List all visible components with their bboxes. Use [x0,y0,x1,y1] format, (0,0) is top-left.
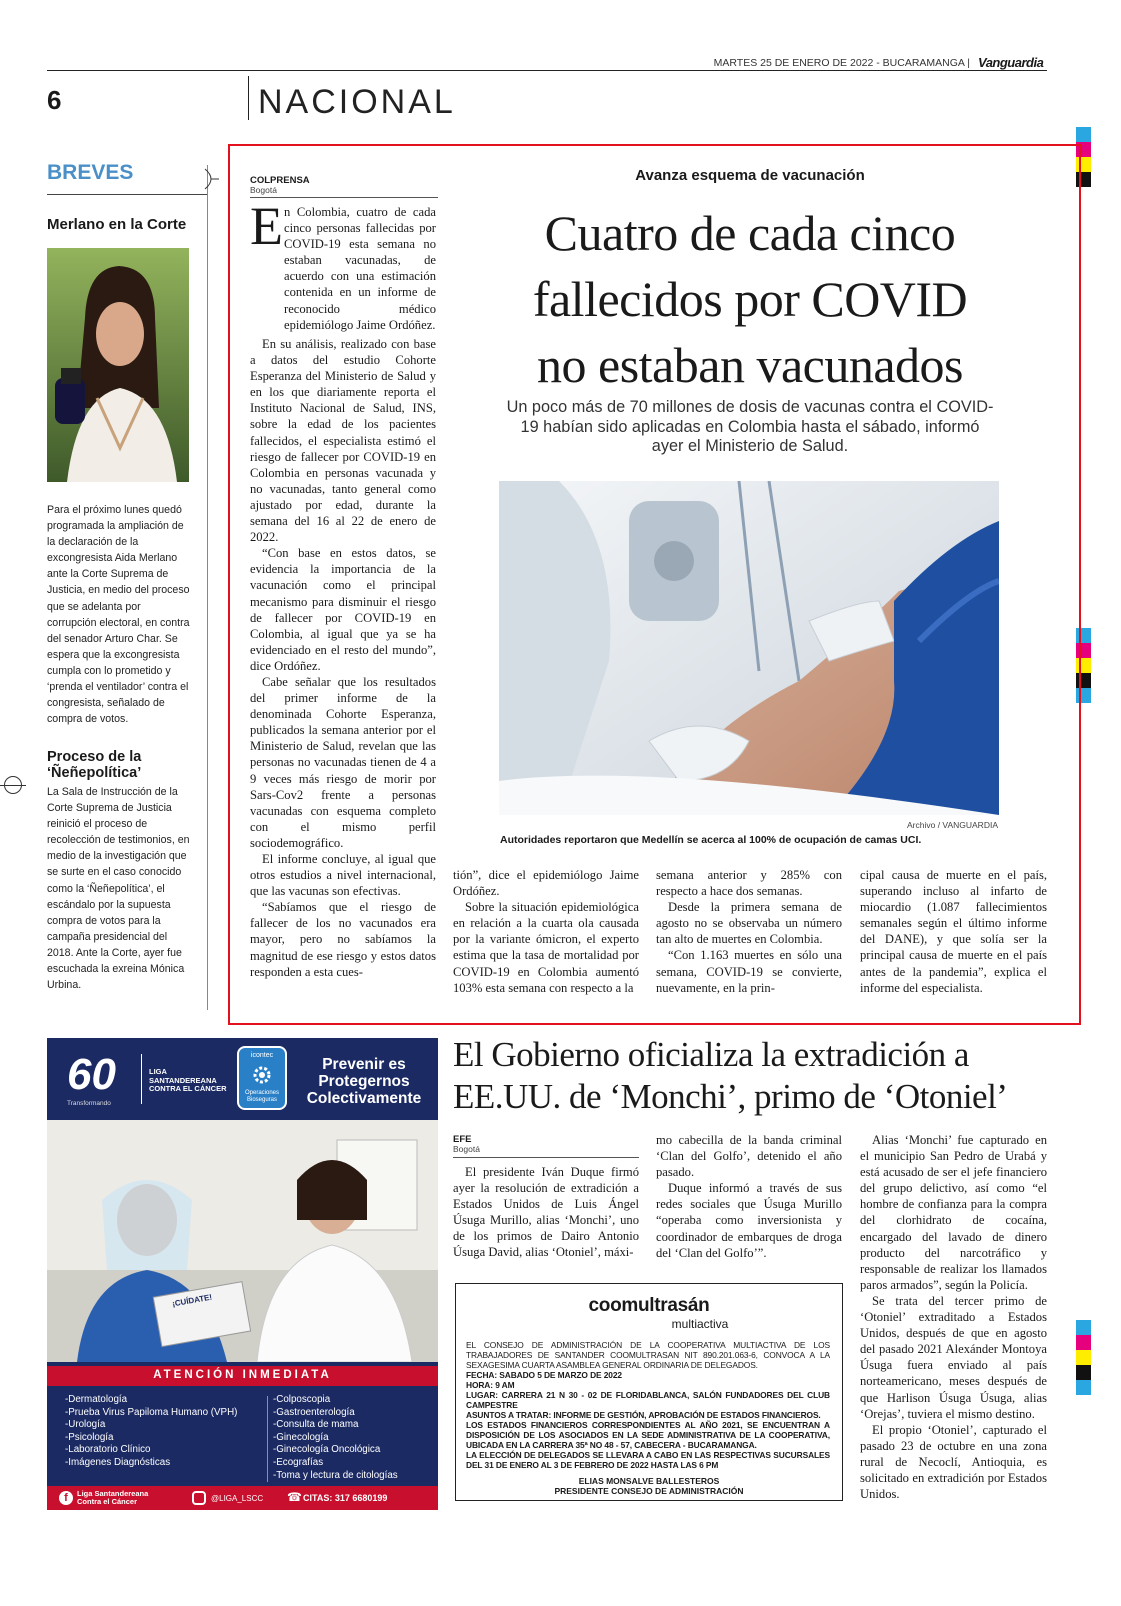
instagram-icon [192,1491,206,1505]
coop-logo: coomultrasán [588,1295,710,1316]
lead-column-1-cont: En su análisis, realizado con base a datos del estudio Cohorte Esperanza del Ministerio de Salud y en los que diariamente reporta el Instituto Nacional de Salud, INS, sobre la edad de los pacientes fallecidos, el especialista estimó el riesgo de fallecer por COVID-19 en Colombia en personas vacunada y no vacunadas, tanto general como ajustado por edad, durante la semana del 16 al 22 de enero de 2022. “Con base en estos datos, se evidencia la importancia de la vacunación como el principal mecanismo para disminuir el riesgo de fallecer por COVID-19 en Colombia, al igual que ya se ha evidenciado en el resto del mundo”, dice Ordóñez. Cabe señalar que los resultados del primer informe de la denominada Cohorte Esperanza, publicados la semana anterior por el Ministerio de Salud, revelan que las personas no vacunadas tienen de 4 a 9 veces más riesgo de morir por Sars-Cov2 frente a personas vacunadas con esquema completo con el mismo perfil sociodemográfico. El informe concluye, al igual que otros estudios a nivel internacional, que las vacunas son efectivas. “Sabíamos que el riesgo de fallecer de los no vacunados era mayor, pero no sabíamos la magnitud de ese riesgo y estos datos responden a esta cues- [250,337,436,979]
lead-kicker: Avanza esquema de vacunación [635,167,865,184]
coop-logo-sub: multiactiva [671,1317,729,1331]
lead-column-4: cipal causa de muerte en el país, superando incluso al infarto de miocardio (1.087 fallecimientos semanales según el último informe del DANE), y que solía ser la principal causa de muerte en el país antes de la pandemia”, explica el informe del especialista. [860,868,1047,995]
ad-divider [141,1054,142,1104]
page-number: 6 [47,85,62,115]
ad-brochure-text: ¡CUÍDATE! [171,1292,213,1309]
second-column-1: El presidente Iván Duque firmó ayer la resolución de extradición a Estados Unidos de Luis Ángel Úsuga Murillo, alias ‘Monchi’, uno de los primos de Dairo Antonio Úsuga David, alias ‘Otoniel’, máxi- [453,1165,639,1260]
second-byline: EFE [453,1134,472,1145]
ad-anniversary: 60 [67,1050,116,1099]
second-column-3: Alias ‘Monchi’ fue capturado en el municipio San Pedro de Urabá y está acusado de ser el jefe financiero del grupo delictivo, así como “el hombre de confianza para la compra del clorhidrato de cocaína, encargado del lavado de dinero producto del narcotráfico y responsable de realizar los llamados paros armados”, según la Policía. Se trata del tercer primo de ‘Otoniel’ extraditado a Estados Unidos, después de que en agosto del pasado 2021 Alexánder Montoya Úsuga fuera enviado al país norteamericano, meses después de que Harlison Úsuga Úsuga, alias ‘Orejas’, tuviera el mismo destino. El propio ‘Otoniel’, capturado el pasado 23 de octubre en una zona rural de Necoclí, Antioquia, es solicitado en extradición por Estados Unidos. [860,1133,1047,1502]
phone-icon: ☎ [287,1490,302,1504]
lead-column-1: n Colombia, cuatro de cada cinco personas fallecidas por COVID-19 esta semana no estaban vacunadas, de acuerdo con una estimación contenida en un informe de reconocido médico epidemiólogo Jaime Ordóñez. [284,205,436,332]
lead-photo [499,481,999,815]
ad-org-name: LIGA SANTANDEREANA CONTRA EL CÁNCER [149,1067,227,1093]
breves-label: BREVES [47,161,134,184]
lead-column-2: tión”, dice el epidemiólogo Jaime Ordóñez. Sobre la situación epidemiológica en relación a la cuarta ola causada por la variante ómicron, el experto estima que la tasa de mortalidad por COVID-19 en Colombia aumentó 103% esta semana con respecto a la [453,868,639,995]
coop-signer-role: PRESIDENTE CONSEJO DE ADMINISTRACIÓN [554,1486,744,1496]
ad-footer-fb: Liga Santandereana Contra el Cáncer [77,1489,149,1506]
brand-logo: Vanguardia [978,55,1044,70]
ad-ops: Operaciones Bioseguras [244,1090,280,1103]
section-divider [248,76,249,120]
breves-item1-text: Para el próximo lunes quedó programada la ampliación de la declaración de la excongresista Aida Merlano ante la Corte Suprema de Justicia, en medio del proceso que se adelanta por corrupción electoral, en contra del senador Arturo Char. Se espera que la excongresista cumpla con lo prometido y ‘prenda el ventilador’ contra el congresista, señalado de compra de votos. [47,504,190,726]
ad-photo [47,1120,438,1362]
ad-services-divider [267,1396,268,1482]
second-headline: El Gobierno oficializa la extradición a EE.UU. de ‘Monchi’, primo de ‘Otoniel’ [453,1035,1008,1116]
photo-credit: Archivo / VANGUARDIA [906,820,998,830]
lead-city: Bogotá [250,185,277,195]
section-title: NACIONAL [258,83,456,121]
ad-icontec: icontec [250,1052,274,1059]
second-city: Bogotá [453,1144,480,1154]
ad-attention: ATENCIÓN INMEDIATA [153,1369,332,1381]
coop-body: EL CONSEJO DE ADMINISTRACIÓN DE LA COOPERATIVA MULTIACTIVA DE LOS TRABAJADORES DE SANTANDER COOMULTRASAN NIT 890.201.063-6, CONVOCA A LA SEXAGESIMA CUARTA ASAMBLEA GENERAL ORDINARIA DE DELEGADOS. FECHA: SABADO 5 DE MARZO DE 2022 HORA: 9 AM LUGAR: CARRERA 21 N 30 - 02 DE FLORIDABLANCA, SALÓN FUNDADORES DEL CLUB CAMPESTRE ASUNTOS A TRATAR: INFORME DE GESTIÓN, APROBACIÓN DE ESTADOS FINANCIEROS. LOS ESTADOS FINANCIEROS CORRESPONDIENTES AL AÑO 2021, SE ENCUENTRAN A DISPOSICIÓN DE LOS ASOCIADOS EN LA SEDE ADMINISTRATIVA DE LA COOPERATIVA, UBICADA EN LA CARRERA 35ª NO 48 - 57, CABECERA - BUCARAMANGA. LA ELECCIÓN DE DELEGADOS SE LLEVARA A CABO EN LAS RESPECTIVAS SUCURSALES DEL 31 DE ENERO AL 3 DE FEBRERO DE 2022 HASTA LAS 6 PM [466,1340,830,1470]
second-column-2: mo cabecilla de la banda criminal ‘Clan del Golfo’, detenido el año pasado. Duque informó a través de sus redes sociales que Úsuga Murillo “operaba como inversionista y coordinador de embarques de droga del ‘Clan del Golfo’”. [656,1133,842,1260]
ad-footer-phone: CITAS: 317 6680199 [303,1493,388,1503]
coop-signer: ELIAS MONSALVE BALLESTEROS [578,1476,720,1486]
ad-footer-ig: @LIGA_LSCC [211,1494,264,1503]
breves-photo [47,248,189,482]
lead-subhead: Un poco más de 70 millones de dosis de vacunas contra el COVID-19 habían sido aplicadas en Colombia hasta el sábado, informó ayer el Ministerio de Salud. [506,398,994,455]
dropcap: E [250,196,283,256]
breves-column-divider [207,165,208,1010]
ad-services-right: -Colposcopia -Gastroenterología -Consulta de mama -Ginecología -Ginecología Oncológica -Ecografías -Toma y lectura de citologías [273,1394,398,1481]
ad-anniversary-sub: Transformando [67,1100,111,1107]
breves-item2-title: Proceso de la ‘Ñeñepolítica’ [47,749,142,781]
second-byline-rule [453,1157,639,1158]
gear-icon [251,1064,273,1086]
facebook-icon: f [59,1491,73,1505]
lead-byline: COLPRENSA [250,175,310,186]
lead-column-3: semana anterior y 285% con respecto a hace dos semanas. Desde la primera semana de agosto no se observaba un número tan alto de muertes en Colombia. “Con 1.163 muertes en sólo una semana, COVID-19 se convierte, nuevamente, en la prin- [656,868,842,995]
registration-bar-bottom [1076,1320,1091,1395]
crop-mark-line [0,785,26,786]
dateline: MARTES 25 DE ENERO DE 2022 - BUCARAMANGA | [713,57,970,69]
header-rule [47,70,1047,71]
ad-slogan: Prevenir es Protegernos Colectivamente [306,1056,422,1107]
breves-rule [47,194,207,195]
photo-caption: Autoridades reportaron que Medellín se acerca al 100% de ocupación de camas UCI. [500,834,922,846]
ad-certification-badge [237,1046,287,1110]
lead-headline: Cuatro de cada cinco fallecidos por COVID no estaban vacunados [532,205,968,393]
breves-item1-title: Merlano en la Corte [47,216,187,233]
ad-liga [47,1038,438,1510]
ad-services-left: -Dermatología -Prueba Virus Papiloma Humano (VPH) -Urología -Psicología -Laboratorio Clínico -Imágenes Diagnósticas [65,1394,238,1468]
breves-item2-text: La Sala de Instrucción de la Corte Suprema de Justicia reinició el proceso de recolección de testimonios, en medio de la investigación que se surte en el caso conocido como la ‘Ñeñepolítica’, el escándalo por la supuesta compra de votos para la campaña presidencial del 2018. Ante la Corte, ayer fue escuchada la exreina Mónica Urbina. [47,786,190,992]
bracket-icon [203,168,221,190]
